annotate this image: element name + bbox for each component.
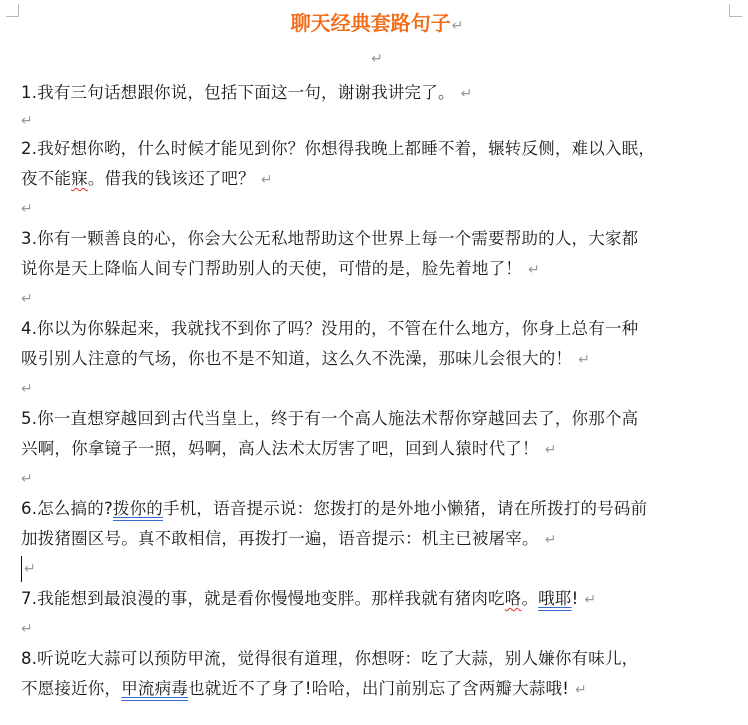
text-run: 说你是天上降临人间专门帮助别人的天使，可惜的是，脸先着地了！ xyxy=(21,259,522,278)
spelling-flagged-text: 寐 xyxy=(71,169,88,188)
text-run: 7.我能想到最浪漫的事，就是看你慢慢地变胖。那样我就有猪肉吃 xyxy=(21,589,505,608)
spelling-flagged-text: 咯 xyxy=(504,589,522,608)
text-run: 也就近不了身了!哈哈，出门前别忘了含两瓣大蒜哦! xyxy=(188,679,570,698)
paragraph xyxy=(21,494,733,554)
paragraph-mark-icon: ↵ xyxy=(544,442,557,458)
paragraph-mark-icon: ↵ xyxy=(21,113,33,129)
empty-paragraph xyxy=(21,108,733,134)
paragraph-mark-icon: ↵ xyxy=(544,532,557,548)
text-run: 夜不能 xyxy=(21,169,72,188)
empty-paragraph xyxy=(21,554,733,584)
paragraph-mark-icon: ↵ xyxy=(21,621,33,637)
paragraph xyxy=(21,644,733,704)
text-line xyxy=(21,164,733,194)
document-page[interactable] xyxy=(21,6,733,704)
empty-paragraph xyxy=(21,284,733,314)
text-run: 2.我好想你哟，什么时候才能见到你？你想得我晚上都睡不着，辗转反侧，难以入眠， xyxy=(21,139,656,158)
paragraph-mark-icon: ↵ xyxy=(21,291,33,307)
document-title xyxy=(21,6,733,40)
paragraph xyxy=(21,584,733,614)
text-line xyxy=(21,674,733,704)
grammar-flagged-text: 哦耶 xyxy=(538,589,572,608)
paragraph-mark-icon: ↵ xyxy=(371,51,383,67)
text-line xyxy=(21,644,733,674)
text-run: ! xyxy=(571,589,579,608)
text-line xyxy=(21,224,733,254)
text-run: 。借我的钱该还了吧？ xyxy=(87,169,255,188)
empty-paragraph xyxy=(21,40,733,78)
text-run: 4.你以为你躲起来，我就找不到你了吗？没用的，不管在什么地方，你身上总有一种 xyxy=(21,319,639,338)
grammar-flagged-text: 拨你的 xyxy=(112,499,164,518)
paragraph xyxy=(21,78,733,108)
empty-paragraph xyxy=(21,194,733,224)
text-run: 8.听说吃大蒜可以预防甲流，觉得很有道理，你想呀：吃了大蒜，别人嫌你有味儿， xyxy=(21,649,639,668)
text-run: 兴啊，你拿镜子一照，妈啊，高人法术太厉害了吧，回到人猿时代了！ xyxy=(21,439,539,458)
text-line xyxy=(21,78,733,108)
text-run: 6.怎么搞的? xyxy=(21,499,113,518)
paragraph-mark-icon: ↵ xyxy=(260,172,273,188)
text-run: 。 xyxy=(521,589,539,608)
text-line xyxy=(21,404,733,434)
paragraph-mark-icon: ↵ xyxy=(578,352,591,368)
paragraph-mark-icon: ↵ xyxy=(21,201,33,217)
paragraph xyxy=(21,224,733,284)
text-line xyxy=(21,344,733,374)
text-line xyxy=(21,494,733,524)
title-text: 聊天经典套路句子 xyxy=(290,11,451,35)
paragraph xyxy=(21,134,733,194)
text-run: 手机，语音提示说：您拨打的是外地小懒猪，请在所拨打的号码前 xyxy=(163,499,648,518)
paragraph xyxy=(21,314,733,374)
text-line xyxy=(21,434,733,464)
paragraph-mark-icon: ↵ xyxy=(575,682,587,698)
paragraph xyxy=(21,404,733,464)
paragraph-mark-icon: ↵ xyxy=(21,471,33,487)
text-line xyxy=(21,254,733,284)
text-cursor xyxy=(21,556,22,582)
paragraph-mark-icon: ↵ xyxy=(24,561,36,577)
empty-paragraph xyxy=(21,464,733,494)
text-run: 吸引别人注意的气场，你也不是不知道，这么久不洗澡，那味儿会很大的！ xyxy=(21,349,573,368)
text-run: 3.你有一颗善良的心，你会大公无私地帮助这个世界上每一个需要帮助的人，大家都 xyxy=(21,229,639,248)
text-line xyxy=(21,314,733,344)
text-line xyxy=(21,524,733,554)
text-run: 加拨猪圈区号。真不敢相信，再拨打一遍，语音提示：机主已被屠宰。 xyxy=(21,529,539,548)
page-corner-mark xyxy=(6,4,19,17)
empty-paragraph xyxy=(21,374,733,404)
grammar-flagged-text: 甲流病毒 xyxy=(121,679,189,698)
text-line xyxy=(21,584,733,614)
paragraph-mark-icon: ↵ xyxy=(451,18,464,34)
text-run: 5.你一直想穿越回到古代当皇上，终于有一个高人施法术帮你穿越回去了，你那个高 xyxy=(21,409,639,428)
paragraph-mark-icon: ↵ xyxy=(21,381,33,397)
paragraph-mark-icon: ↵ xyxy=(460,86,473,102)
paragraph-mark-icon: ↵ xyxy=(584,592,597,608)
text-run: 不愿接近你， xyxy=(21,679,122,698)
paragraph-list xyxy=(21,78,733,704)
text-run: 1.我有三句话想跟你说，包括下面这一句，谢谢我讲完了。 xyxy=(21,83,455,102)
text-line xyxy=(21,134,733,164)
paragraph-mark-icon: ↵ xyxy=(528,262,540,278)
empty-paragraph xyxy=(21,614,733,644)
